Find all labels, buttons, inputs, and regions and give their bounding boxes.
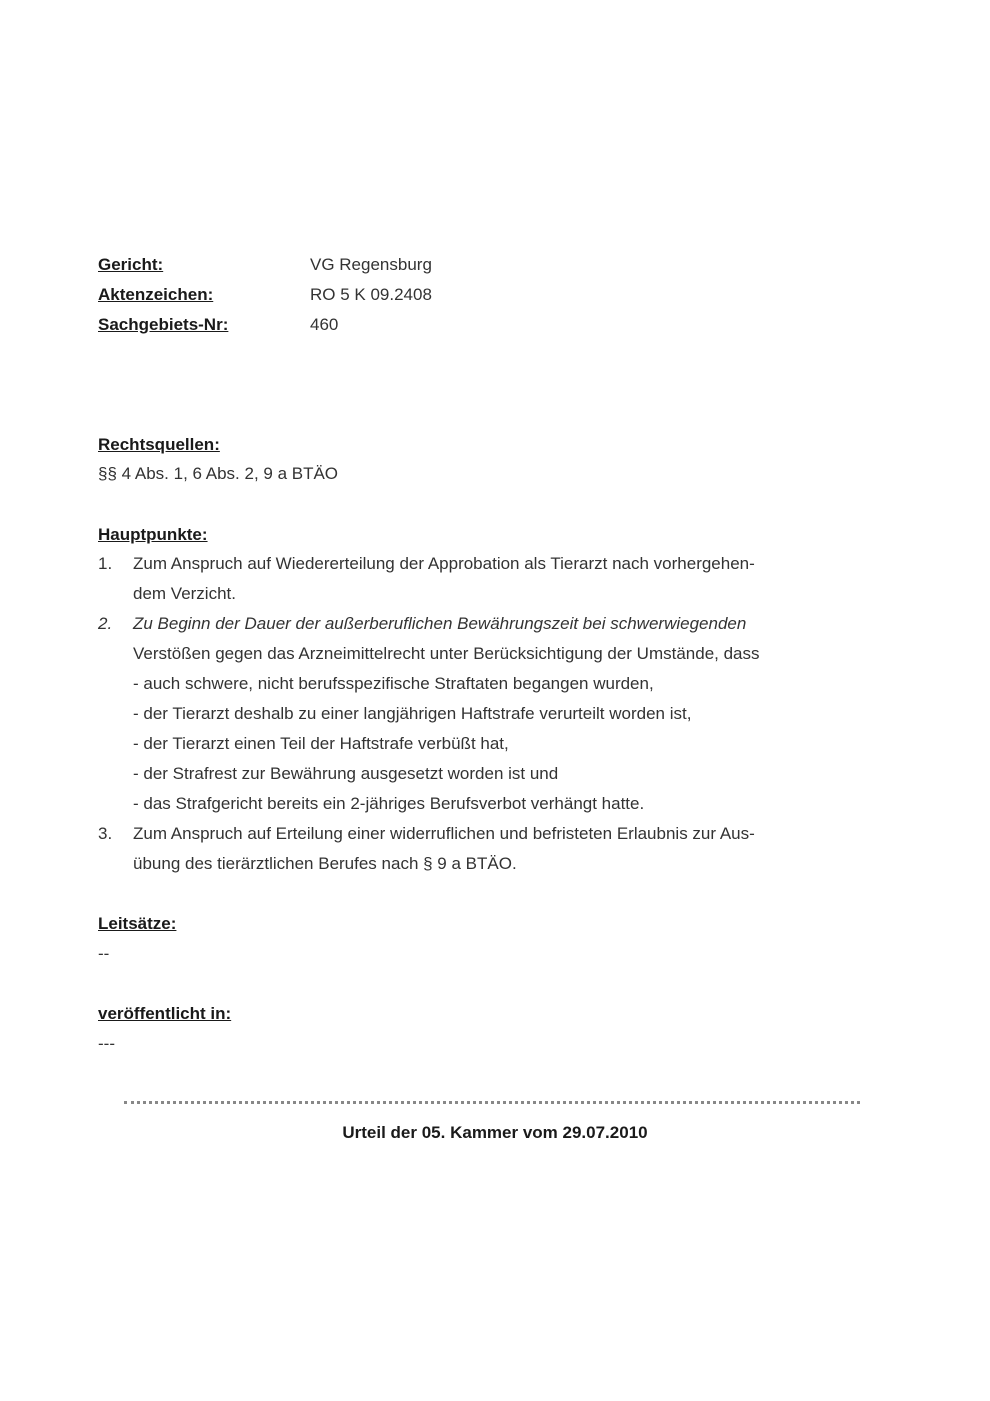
meta-value: VG Regensburg xyxy=(310,255,432,274)
leitsaetze-text: -- xyxy=(98,944,110,963)
meta-value: 460 xyxy=(310,315,339,334)
list-number: 1. xyxy=(98,554,113,573)
hauptpunkte-heading: Hauptpunkte: xyxy=(98,525,208,544)
list-number: 2. xyxy=(98,614,113,633)
sub-item: - der Strafrest zur Bewährung ausgesetzt worden ist und xyxy=(133,764,559,783)
divider-line xyxy=(124,1101,860,1104)
veroeffentlicht-text: --- xyxy=(98,1034,115,1053)
sub-item: - der Tierarzt einen Teil der Haftstrafe verbüßt hat, xyxy=(133,734,509,753)
list-item-line: übung des tierärztlichen Berufes nach § 9 a BTÄO. xyxy=(133,854,517,873)
meta-label: Sachgebiets-Nr: xyxy=(98,315,229,334)
rechtsquellen-heading: Rechtsquellen: xyxy=(98,435,220,454)
rechtsquellen-text: §§ 4 Abs. 1, 6 Abs. 2, 9 a BTÄO xyxy=(98,464,339,483)
sub-item: - das Strafgericht bereits ein 2-jähriges Berufsverbot verhängt hatte. xyxy=(133,794,645,813)
list-number: 3. xyxy=(98,824,113,843)
meta-label: Gericht: xyxy=(98,255,164,274)
judgment-title: Urteil der 05. Kammer vom 29.07.2010 xyxy=(342,1123,648,1142)
list-item-line: Verstößen gegen das Arzneimittelrecht unter Berücksichtigung der Umstände, dass xyxy=(133,644,760,663)
veroeffentlicht-heading: veröffentlicht in: xyxy=(98,1004,232,1023)
meta-label: Aktenzeichen: xyxy=(98,285,214,304)
meta-value: RO 5 K 09.2408 xyxy=(310,285,432,304)
sub-item: - auch schwere, nicht berufsspezifische Straftaten begangen wurden, xyxy=(133,674,654,693)
leitsaetze-heading: Leitsätze: xyxy=(98,914,177,933)
list-item-line: Zum Anspruch auf Wiedererteilung der Approbation als Tierarzt nach vorhergehen- xyxy=(133,554,755,573)
list-item-line: dem Verzicht. xyxy=(133,584,236,603)
list-item-line: Zu Beginn der Dauer der außerberuflichen Bewährungszeit bei schwerwiegenden xyxy=(133,614,747,633)
sub-item: - der Tierarzt deshalb zu einer langjährigen Haftstrafe verurteilt worden ist, xyxy=(133,704,692,723)
list-item-line: Zum Anspruch auf Erteilung einer widerruflichen und befristeten Erlaubnis zur Aus- xyxy=(133,824,755,843)
